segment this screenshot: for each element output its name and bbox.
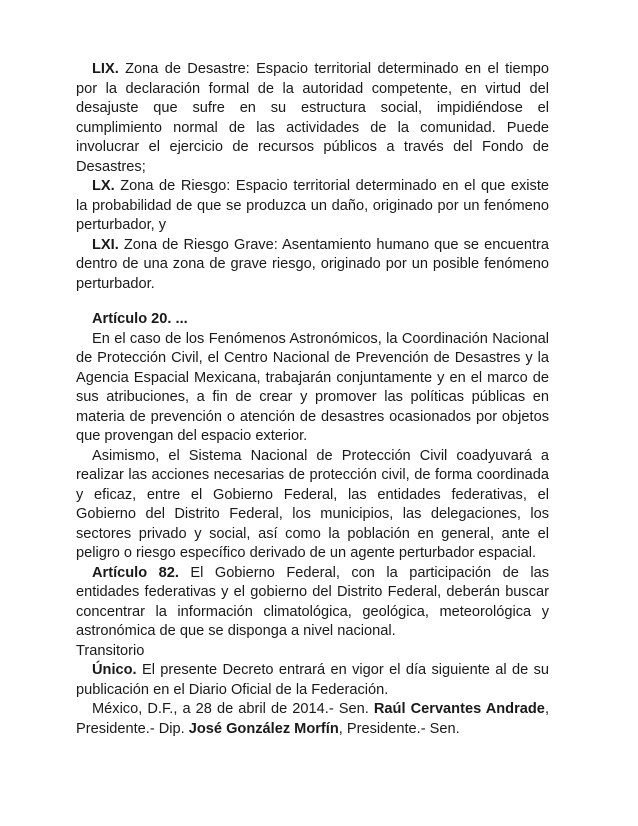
fraction-lxi-paragraph [76,236,549,295]
articulo-82-paragraph [76,564,549,642]
unico-text: El presente Decreto entrará en vigor el día siguiente al de su publicación en el Diario Oficial de la Federación. [76,662,549,698]
closing-text-1: México, D.F., a 28 de abril de 2014.- Sen. [92,701,374,717]
signatory-name-2: José González Morfín [188,720,339,737]
fraction-lix-paragraph [76,60,549,177]
closing-text-3: , Presidente.- Sen. [338,720,460,737]
signatory-name-1: Raúl Cervantes Andrade [373,701,545,717]
fraction-lx-label: LX. [92,178,115,194]
articulo-20-heading: Artículo 20. ... [92,311,188,327]
fraction-lx-text: Zona de Riesgo: Espacio territorial determinado en el que existe la probabilidad de que se produzca un daño, originado por un fenómeno perturbador, y [76,178,549,233]
unico-label: Único. [92,662,137,678]
section-spacer [76,294,549,310]
unico-paragraph [76,661,549,700]
document-page [76,60,549,739]
fraction-lx-paragraph [76,177,549,236]
fraction-lix-text: Zona de Desastre: Espacio territorial determinado en el tiempo por la declaración formal de la autoridad competente, en virtud del desajuste que sufre en su estructura social, impidiéndose el cumplimiento normal de las actividades de la comunidad. Puede involucrar el ejercicio de recursos públicos a través del Fondo de Desastres; [76,61,549,175]
articulo-82-text: El Gobierno Federal, con la participación de las entidades federativas y el gobierno del Distrito Federal, deberán buscar concentrar la información climatológica, geológica, meteorológica y astronómica de que se disponga a nivel nacional. [76,564,549,639]
articulo-20-paragraph-1: En el caso de los Fenómenos Astronómicos, la Coordinación Nacional de Protección Civil, el Centro Nacional de Prevención de Desastres y la Agencia Espacial Mexicana, trabajarán conjuntamente y en el marco de sus atribuciones, a fin de crear y promover las políticas públicas en materia de prevención o atención de desastres ocasionados por objetos que provengan del espacio exterior. [76,330,549,444]
fraction-lix-label: LIX. [92,61,119,77]
closing-signatures-paragraph [76,700,549,739]
articulo-20-paragraph-2: Asimismo, el Sistema Nacional de Protección Civil coadyuvará a realizar las acciones necesarias de protección civil, de forma coordinada y eficaz, entre el Gobierno Federal, las entidades federativas, el Gobierno del Distrito Federal, los municipios, las delegaciones, los sectores privado y social, así como la población en general, ante el peligro o riesgo específico derivado de un agente perturbador espacial. [76,447,549,561]
fraction-lxi-label: LXI. [92,236,119,253]
fraction-lxi-text: Zona de Riesgo Grave: Asentamiento humano que se encuentra dentro de una zona de grave riesgo, originado por un posible fenómeno perturbador. [76,236,549,292]
transitorio-heading: Transitorio [76,642,145,659]
closing-text-2: , Presidente.- Dip. [76,701,549,737]
articulo-82-label: Artículo 82. [92,564,179,581]
